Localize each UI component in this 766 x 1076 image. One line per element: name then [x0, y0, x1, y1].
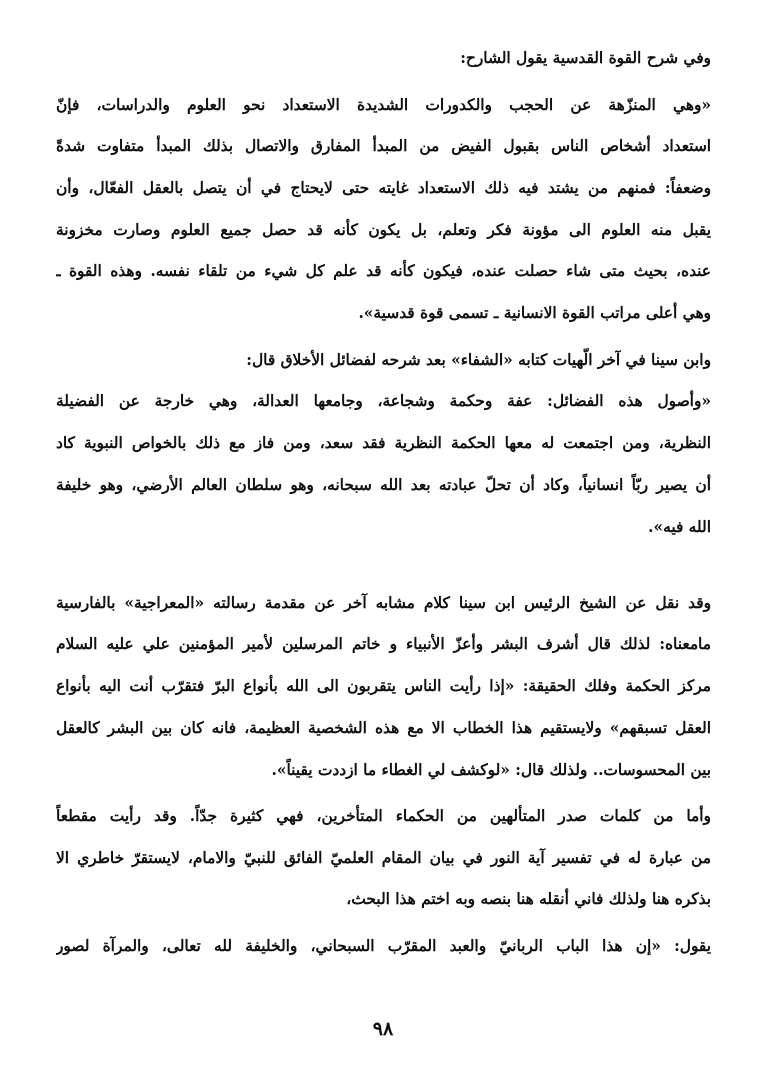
text-line: أن يصير ربّاً انسانياً، وكاد أن تحلّ عبادته بعد الله سبحانه، وهو سلطان العالم الأرضي، وهو خليفة [56, 476, 711, 494]
text-line: يقبل منه العلوم الى مؤونة فكر وتعلم، بل يكون كأنه قد حصل جميع العلوم وصارت مخزونة [56, 221, 711, 239]
text-line: وهي أعلى مراتب القوة الانسانية ـ تسمى قوة قدسية». [358, 304, 711, 322]
text-line: بين المحسوسات.. ولذلك قال: «لوكشف لي الغطاء ما ازددت يقيناً». [271, 761, 711, 779]
text-line: وأما من كلمات صدر المتألهين من الحكماء المتأخرين، فهي كثيرة جدّاً. وقد رأيت مقطعاً [56, 807, 711, 825]
text-line: «وهي المنزّهة عن الحجب والكدورات الشديدة الاستعداد نحو العلوم والدراسات، فإنّ [56, 96, 711, 114]
text-line: يقول: «إن هذا الباب الربانيّ والعبد المقرّب السبحاني، والخليفة لله تعالى، والمرآة لصور [56, 937, 711, 955]
text-line: استعداد أشخاص الناس بقبول الفيض من المبدأ المفارق والاتصال بذلك المبدأ متفاوت شدةً [56, 137, 711, 155]
text-line: وابن سينا في آخر الّهيات كتابه «الشفاء» بعد شرحه لفضائل الأخلاق قال: [246, 351, 711, 369]
page-number: ٩٨ [372, 1018, 394, 1040]
text-line: الله فيه». [648, 518, 711, 536]
text-line: وقد نقل عن الشيخ الرئيس ابن سينا كلام مشابه آخر عن مقدمة رسالته «المعراجية» بالفارسية [56, 594, 711, 612]
text-line: النظرية، ومن اجتمعت له معها الحكمة النظرية فقد سعد، ومن فاز مع ذلك بالخواص النبوية كاد [56, 434, 711, 452]
text-line: «وأصول هذه الفضائل: عفة وحكمة وشجاعة، وجامعها العدالة، وهي خارجة عن الفضيلة [56, 392, 711, 410]
text-line: وضعفاً: فمنهم من يشتد فيه ذلك الاستعداد غايته حتى لايحتاج في أن يتصل بالعقل الفعّال، وأن [56, 179, 711, 197]
text-line: بذكره هنا ولذلك فاني أنقله هنا بنصه وبه اختم هذا البحث، [346, 890, 711, 908]
text-line: عنده، بحيث متى شاء حصلت عنده، فيكون كأنه قد علم كل شيء من تلقاء نفسه. وهذه القوة ـ [56, 262, 711, 280]
text-line: من عبارة له في تفسير آية النور في بيان المقام العلميّ الفائق للنبيّ والامام، لايستقرّ خاطري الا [56, 849, 711, 867]
text-line: مامعناه: لذلك قال أشرف البشر وأعزّ الأنبياء و خاتم المرسلين لأمير المؤمنين علي عليه السلام [56, 635, 711, 653]
text-line: مركز الحكمة وفلك الحقيقة: «إذا رأيت الناس يتقربون الى الله بأنواع البرّ فتقرّب أنت اليه بأنواع [56, 677, 711, 695]
text-line: وفي شرح القوة القدسية يقول الشارح: [460, 49, 711, 67]
text-line: العقل تسبقهم» ولايستقيم هذا الخطاب الا مع هذه الشخصية العظيمة، فانه كان بين البشر كالعقل [56, 719, 711, 737]
